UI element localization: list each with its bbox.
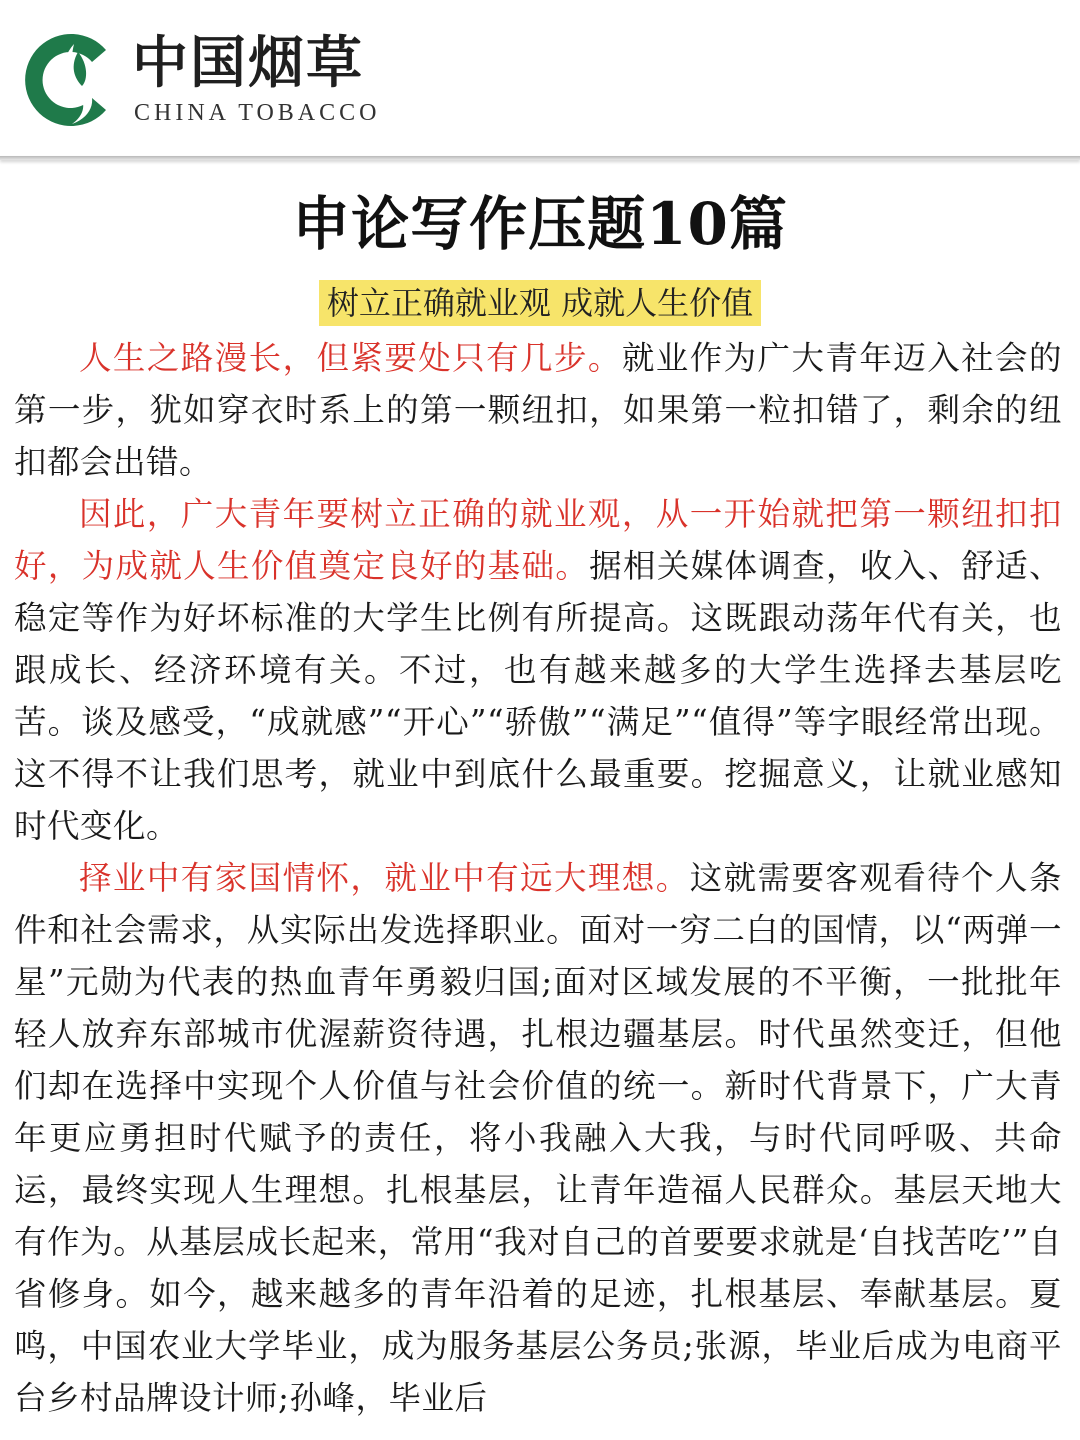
paragraph-text: 这就需要客观看待个人条件和社会需求，从实际出发选择职业。面对一穷二白的国情，以“两弹一星”元勋为代表的热血青年勇毅归国;面对区域发展的不平衡，一批批年轻人放弃东部城市优渥薪资待遇，扎根边疆基层。时代虽然变迁，但他们却在选择中实现个人价值与社会价值的统一。新时代背景下，广大青年更应勇担时代赋予的责任，将小我融入大我，与时代同呼吸、共命运，最终实现人生理想。扎根基层，让青年造福人民群众。基层天地大有作为。从基层成长起来，常用“我对自己的首要要求就是‘自找苦吃’”自省修身。如今，越来越多的青年沿着的足迹，扎根基层、奉献基层。夏鸣，中国农业大学毕业，成为服务基层公务员;张源，毕业后成为电商平台乡村品牌设计师;孙峰，毕业后 — [14, 859, 1062, 1417]
subtitle-highlight: 树立正确就业观 成就人生价值 — [319, 280, 761, 326]
china-tobacco-logo-icon — [18, 24, 122, 136]
paragraph-1 — [14, 332, 1062, 488]
key-sentence: 择业中有家国情怀，就业中有远大理想。 — [79, 859, 690, 897]
key-sentence: 人生之路漫长，但紧要处只有几步。 — [79, 339, 622, 377]
logo-chinese-text: 中国烟草 — [132, 31, 364, 96]
subtitle-container — [0, 280, 1080, 326]
key-sentence: 因此，广大青年要树立正确的就业观，从一开始就把第一颗纽扣扣好，为成就人生价值奠定良好的基础。 — [14, 495, 1062, 585]
paragraph-3 — [14, 852, 1062, 1424]
page-title: 申论写作压题10篇 — [292, 190, 788, 258]
article-body — [14, 332, 1062, 1424]
paragraph-text: 就业作为广大青年迈入社会的第一步，犹如穿衣时系上的第一颗纽扣，如果第一粒扣错了，剩余的纽扣都会出错。 — [14, 339, 1062, 481]
paragraph-text: 据相关媒体调查，收入、舒适、稳定等作为好坏标准的大学生比例有所提高。这既跟动荡年代有关，也跟成长、经济环境有关。不过，也有越来越多的大学生选择去基层吃苦。谈及感受，“成就感”“开心”“骄傲”“满足”“值得”等字眼经常出现。这不得不让我们思考，就业中到底什么最重要。挖掘意义，让就业感知时代变化。 — [14, 547, 1062, 845]
header-divider — [0, 156, 1080, 160]
header — [0, 0, 1080, 158]
logo-english-text: CHINA TOBACCO — [134, 100, 381, 126]
paragraph-2 — [14, 488, 1062, 852]
